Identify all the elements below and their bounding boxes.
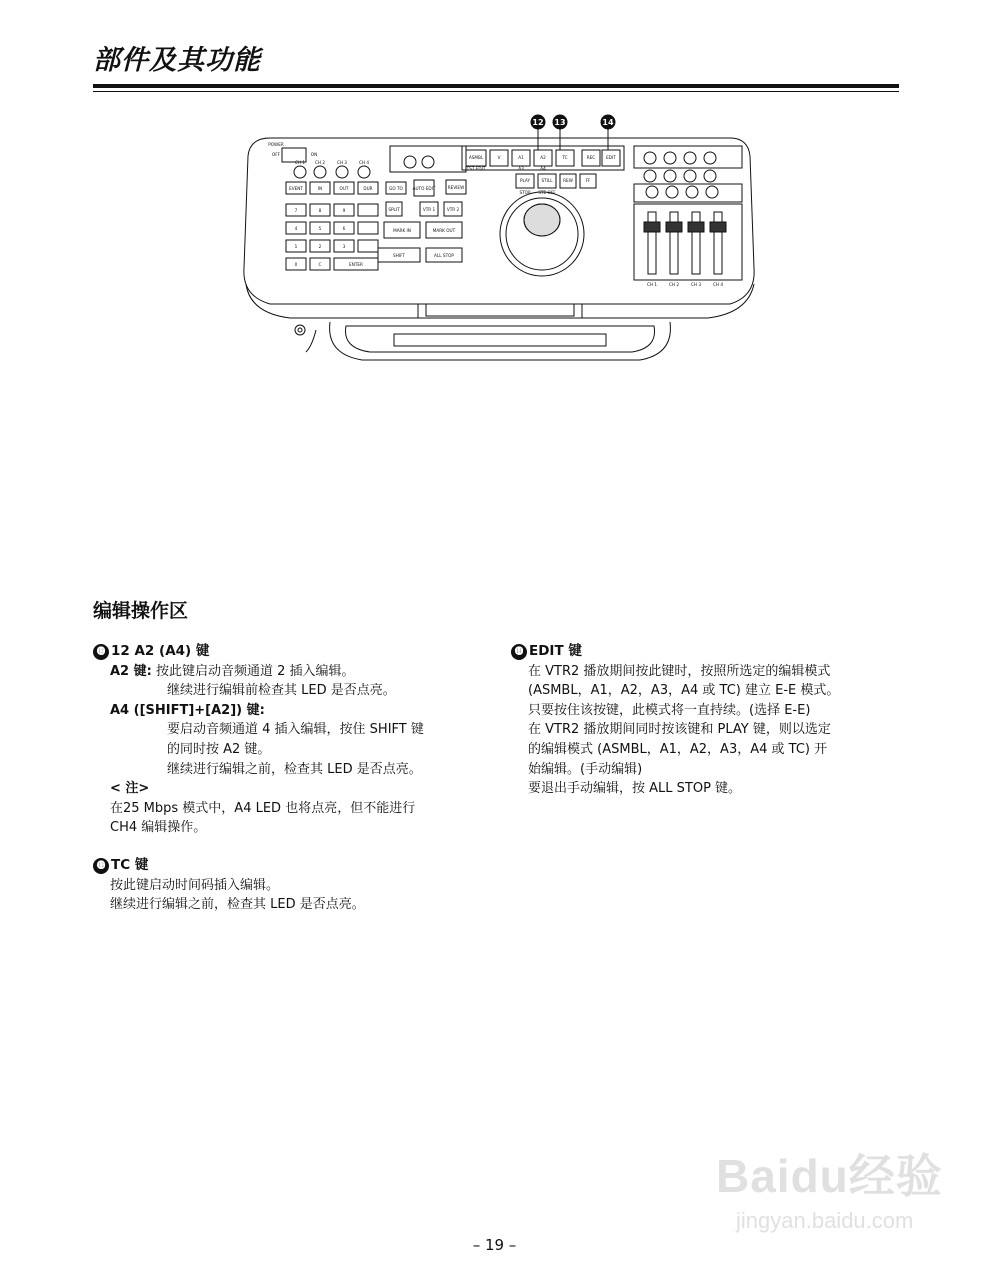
svg-text:VTR 2: VTR 2 xyxy=(446,207,460,212)
edit-line-3: 只要按住该按键，此模式将一直持续。(选择 E-E) xyxy=(528,702,811,718)
note-line-1: 在25 Mbps 模式中，A4 LED 也将点亮，但不能进行 xyxy=(110,800,416,816)
edit-line-4: 在 VTR2 播放期间同时按该键和 PLAY 键，则以选定 xyxy=(528,722,831,738)
svg-text:ENTER: ENTER xyxy=(349,262,363,267)
item-14-title: EDIT 键 xyxy=(529,643,582,659)
left-column xyxy=(93,642,488,915)
svg-text:CH 3: CH 3 xyxy=(336,160,348,165)
edit-line-2: (ASMBL，A1，A2，A3，A4 或 TC) 建立 E-E 模式。 xyxy=(528,683,840,699)
tc-line-2: 继续进行编辑之前，检查其 LED 是否点亮。 xyxy=(110,897,365,913)
svg-text:A4: A4 xyxy=(540,166,546,171)
svg-text:6: 6 xyxy=(342,226,346,231)
svg-text:SPLIT: SPLIT xyxy=(388,207,400,212)
item-14-badge: ⓮ xyxy=(511,644,527,660)
title-rule xyxy=(93,84,899,88)
edit-line-7: 要退出手动编辑，按 ALL STOP 键。 xyxy=(528,781,742,797)
svg-text:PLAY: PLAY xyxy=(519,178,531,183)
svg-text:CH 4: CH 4 xyxy=(358,160,370,165)
svg-text:VTR 1: VTR 1 xyxy=(422,207,436,212)
a2-key-label: A2 键: xyxy=(110,663,152,679)
a2-line-1: 按此键启动音频通道 2 插入编辑。 xyxy=(155,663,355,679)
svg-text:REVIEW: REVIEW xyxy=(447,185,465,190)
watermark-url: jingyan.baidu.com xyxy=(736,1208,914,1233)
watermark-logo xyxy=(700,1128,960,1248)
svg-text:CH 2: CH 2 xyxy=(668,282,680,287)
svg-text:TST EDIT: TST EDIT xyxy=(466,166,486,171)
svg-text:0: 0 xyxy=(294,262,298,267)
svg-text:EDIT: EDIT xyxy=(606,155,616,160)
item-13-badge: ⓭ xyxy=(93,858,109,874)
title-rule-thin xyxy=(93,91,899,92)
controller-illustration xyxy=(230,108,770,370)
svg-text:3: 3 xyxy=(342,244,346,249)
item-13-heading xyxy=(93,856,488,876)
item-12-title: 12 A2 (A4) 键 xyxy=(111,643,210,659)
svg-text:OUT: OUT xyxy=(339,186,349,191)
a4-key-label: A4 ([SHIFT]+[A2]) 键: xyxy=(110,702,265,718)
edit-line-5: 的编辑模式 (ASMBL，A1，A2，A3，A4 或 TC) 开 xyxy=(528,741,828,757)
svg-text:A1: A1 xyxy=(518,155,524,160)
svg-text:2: 2 xyxy=(318,244,322,249)
svg-text:TC: TC xyxy=(562,155,568,160)
svg-text:FF: FF xyxy=(585,178,591,183)
svg-text:STOP: STOP xyxy=(519,190,531,195)
svg-text:STILL: STILL xyxy=(541,178,553,183)
watermark-brand: Baidu经验 xyxy=(716,1150,943,1202)
svg-text:REC: REC xyxy=(586,155,596,160)
svg-text:14: 14 xyxy=(602,118,614,127)
svg-text:A3: A3 xyxy=(518,166,524,171)
item-13-title: TC 键 xyxy=(111,856,149,873)
section-title: 编辑操作区 xyxy=(93,600,189,622)
svg-text:8: 8 xyxy=(318,208,322,213)
svg-text:V: V xyxy=(497,155,501,160)
tc-line-1: 按此键启动时间码插入编辑。 xyxy=(110,877,280,893)
svg-text:ON: ON xyxy=(310,152,318,157)
svg-text:EVENT: EVENT xyxy=(289,186,303,191)
svg-text:REW: REW xyxy=(563,178,573,183)
svg-text:OFF: OFF xyxy=(271,152,281,157)
svg-text:CH 1: CH 1 xyxy=(294,160,306,165)
edit-line-6: 始编辑。(手动编辑) xyxy=(528,761,643,777)
a2-line-2: 继续进行编辑前检查其 LED 是否点亮。 xyxy=(167,683,396,699)
svg-text:13: 13 xyxy=(554,118,566,127)
svg-text:MARK IN: MARK IN xyxy=(393,228,411,233)
svg-text:A2: A2 xyxy=(540,155,546,160)
svg-text:7: 7 xyxy=(294,208,298,213)
svg-text:12: 12 xyxy=(532,118,544,127)
note-label: < 注> xyxy=(110,781,150,797)
note-line-2: CH4 编辑操作。 xyxy=(110,820,207,836)
svg-text:DUR: DUR xyxy=(363,186,373,191)
svg-text:CH 2: CH 2 xyxy=(314,160,326,165)
page-title: 部件及其功能 xyxy=(93,45,261,76)
svg-text:4: 4 xyxy=(294,226,298,231)
svg-text:9: 9 xyxy=(342,208,346,213)
a4-line-3: 继续进行编辑之前，检查其 LED 是否点亮。 xyxy=(167,761,422,777)
svg-text:POWER: POWER xyxy=(268,142,284,147)
svg-text:CH 1: CH 1 xyxy=(646,282,658,287)
svg-text:CH 4: CH 4 xyxy=(712,282,724,287)
svg-text:ALL STOP: ALL STOP xyxy=(434,253,454,258)
svg-text:1: 1 xyxy=(294,244,298,249)
svg-text:MARK OUT: MARK OUT xyxy=(432,228,456,233)
edit-line-1: 在 VTR2 播放期间按此键时，按照所选定的编辑模式 xyxy=(528,663,831,679)
svg-text:IN: IN xyxy=(317,186,323,191)
svg-text:GO TO: GO TO xyxy=(389,186,403,191)
a4-line-2: 的同时按 A2 键。 xyxy=(167,741,271,757)
svg-text:C: C xyxy=(318,262,322,267)
page-number: – 19 – xyxy=(472,1236,517,1254)
svg-text:CH 3: CH 3 xyxy=(690,282,702,287)
svg-text:5: 5 xyxy=(318,226,322,231)
item-12-badge: ⓬ xyxy=(93,644,109,660)
item-12-heading xyxy=(93,642,488,662)
svg-text:AUTO EDIT: AUTO EDIT xyxy=(412,186,436,191)
item-14-heading xyxy=(511,642,906,662)
svg-text:ASMBL: ASMBL xyxy=(468,155,484,160)
svg-text:SHIFT: SHIFT xyxy=(393,253,405,258)
a4-line-1: 要启动音频通道 4 插入编辑，按住 SHIFT 键 xyxy=(167,722,424,738)
svg-text:STE OFF: STE OFF xyxy=(538,190,556,195)
right-column xyxy=(511,642,906,799)
